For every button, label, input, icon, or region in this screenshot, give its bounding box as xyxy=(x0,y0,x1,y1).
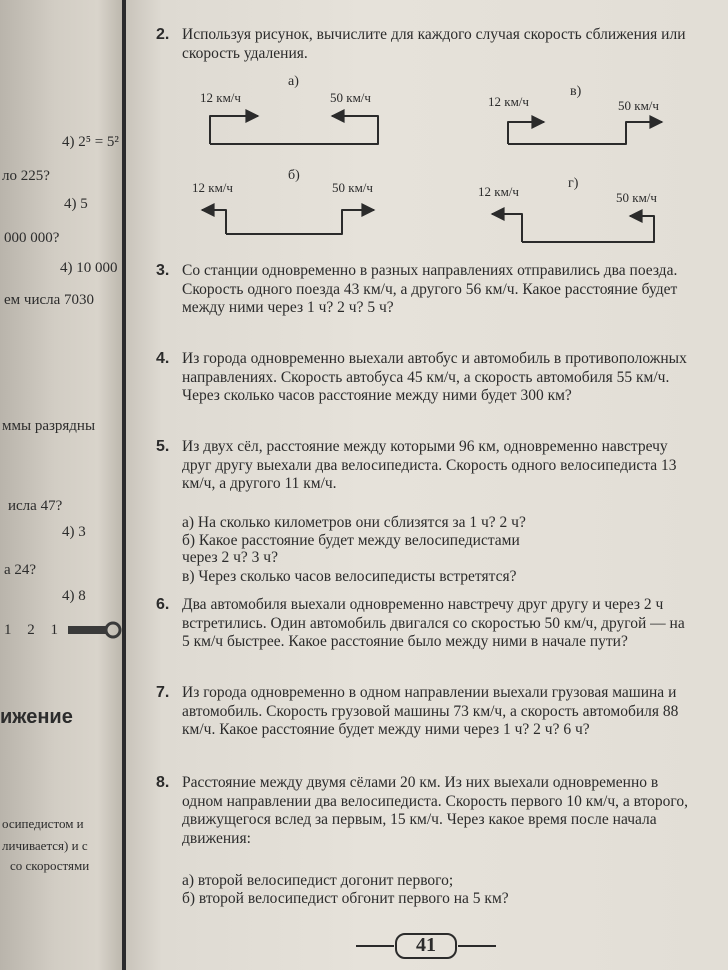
left-fragment: 4) 2⁵ = 5² xyxy=(62,134,119,150)
problem-text: Из города одновременно в одном направлении выехали грузовая машина и автомобиль. Скорость грузовой машины 73 км/ч, а скорость автомобиля 88 км/ч. Какое расстояние будет между ними через 1 ч? 2 ч? 6 ч? xyxy=(182,684,679,738)
left-fragment: осипедистом и xyxy=(2,816,84,831)
problem-text: Используя рисунок, вычислите для каждого случая скорость сближения или скорость удаления. xyxy=(182,26,686,62)
road-c xyxy=(508,122,544,144)
problem-text: Со станции одновременно в разных направлениях отправились два поезда. Скорость одного поезда 43 км/ч, а другого 56 км/ч. Какое расстояние будет между ними через 1 ч? 2 ч? 5 ч? xyxy=(182,262,678,316)
problem-text: Два автомобиля выехали одновременно навстречу друг другу и через 2 ч встретились. Один автомобиль двигался со скоростью 50 км/ч, другой — на 5 км/ч быстрее. Какое расстояние было между ними в начале пути? xyxy=(182,596,685,650)
problem-text: Расстояние между двумя сёлами 20 км. Из них выехали одновременно в одном направлении два велосипедиста. Скорость первого 10 км/ч, а второго, движущегося вслед за первым, 15 км/ч. Через какое время после начала движения: xyxy=(182,774,689,847)
problem-number: 8. xyxy=(156,774,170,791)
left-page xyxy=(0,0,122,970)
problem-text: Из города одновременно выехали автобус и автомобиль в противоположных направлениях. Скорость автобуса 45 км/ч, а скорость автомобиля 55 км/ч. Через сколько часов расстояние между ними будет 300 км? xyxy=(182,350,687,404)
left-fragment: 4) 3 xyxy=(62,524,86,540)
key-icon xyxy=(68,620,122,640)
road-b xyxy=(226,210,374,234)
problem-number: 4. xyxy=(156,350,170,367)
problem-6 xyxy=(126,596,716,674)
motion-diagrams xyxy=(126,0,728,260)
speed-label: 12 км/ч xyxy=(488,94,529,109)
speed-label: 50 км/ч xyxy=(618,98,659,113)
problem-3 xyxy=(126,262,716,340)
subquestion: б) Какое расстояние будет между велосипедистами xyxy=(182,532,520,549)
problem-5 xyxy=(126,438,716,588)
speed-label: 12 км/ч xyxy=(478,184,519,199)
diagram-letter: а) xyxy=(288,74,299,89)
subquestion: б) второй велосипедист обгонит первого на 5 км? xyxy=(182,890,509,907)
problem-number: 7. xyxy=(156,684,170,701)
problem-7 xyxy=(126,684,716,762)
road-b xyxy=(202,210,226,234)
diagram-letter: б) xyxy=(288,168,300,183)
problem-4 xyxy=(126,350,716,428)
left-fragment: ем числа 7030 xyxy=(4,292,95,308)
problem-8 xyxy=(126,774,716,914)
road-d xyxy=(522,216,654,242)
road-a xyxy=(210,116,258,144)
subquestion: а) второй велосипедист догонит первого; xyxy=(182,872,454,889)
road-c xyxy=(508,122,662,144)
problem-number: 5. xyxy=(156,438,170,455)
problem-text: Из двух сёл, расстояние между которыми 96 км, одновременно навстречу друг другу выехали два велосипедиста. Скорость одного велосипедиста 13 км/ч, а другого 11 км/ч. xyxy=(182,438,677,492)
speed-label: 50 км/ч xyxy=(330,90,371,105)
speed-label: 50 км/ч xyxy=(616,190,657,205)
left-fragment: исла 47? xyxy=(8,498,63,514)
left-fragment: 4) 10 000 xyxy=(60,260,118,276)
subquestion: через 2 ч? 3 ч? xyxy=(182,549,278,566)
problem-number: 3. xyxy=(156,262,170,279)
road-d xyxy=(492,214,522,242)
problem-number: 2. xyxy=(156,26,170,43)
left-fragment: 4) 8 xyxy=(62,588,86,604)
left-fragment: 4) 5 xyxy=(64,196,88,212)
left-fragment: личивается) и с xyxy=(2,838,88,853)
diagram-letter: в) xyxy=(570,84,582,99)
subquestion: в) Через сколько часов велосипедисты встретятся? xyxy=(182,568,517,585)
section-heading: ижение xyxy=(0,706,73,728)
left-fragment: 000 000? xyxy=(4,230,60,246)
speed-label: 12 км/ч xyxy=(200,90,241,105)
problem-number: 6. xyxy=(156,596,170,613)
left-fragment: со скоростями xyxy=(10,858,90,873)
right-page xyxy=(126,0,728,970)
page-number: 41 xyxy=(416,934,436,956)
left-fragment: а 24? xyxy=(4,562,37,578)
speed-label: 50 км/ч xyxy=(332,180,373,195)
left-fragment: 1 2 1 xyxy=(4,622,64,638)
subquestion: а) На сколько километров они сблизятся за 1 ч? 2 ч? xyxy=(182,514,526,531)
speed-label: 12 км/ч xyxy=(192,180,233,195)
road-a xyxy=(210,116,378,144)
diagram-letter: г) xyxy=(568,176,579,191)
left-fragment: ло 225? xyxy=(2,168,50,184)
left-fragment: ммы разрядны xyxy=(2,418,96,434)
